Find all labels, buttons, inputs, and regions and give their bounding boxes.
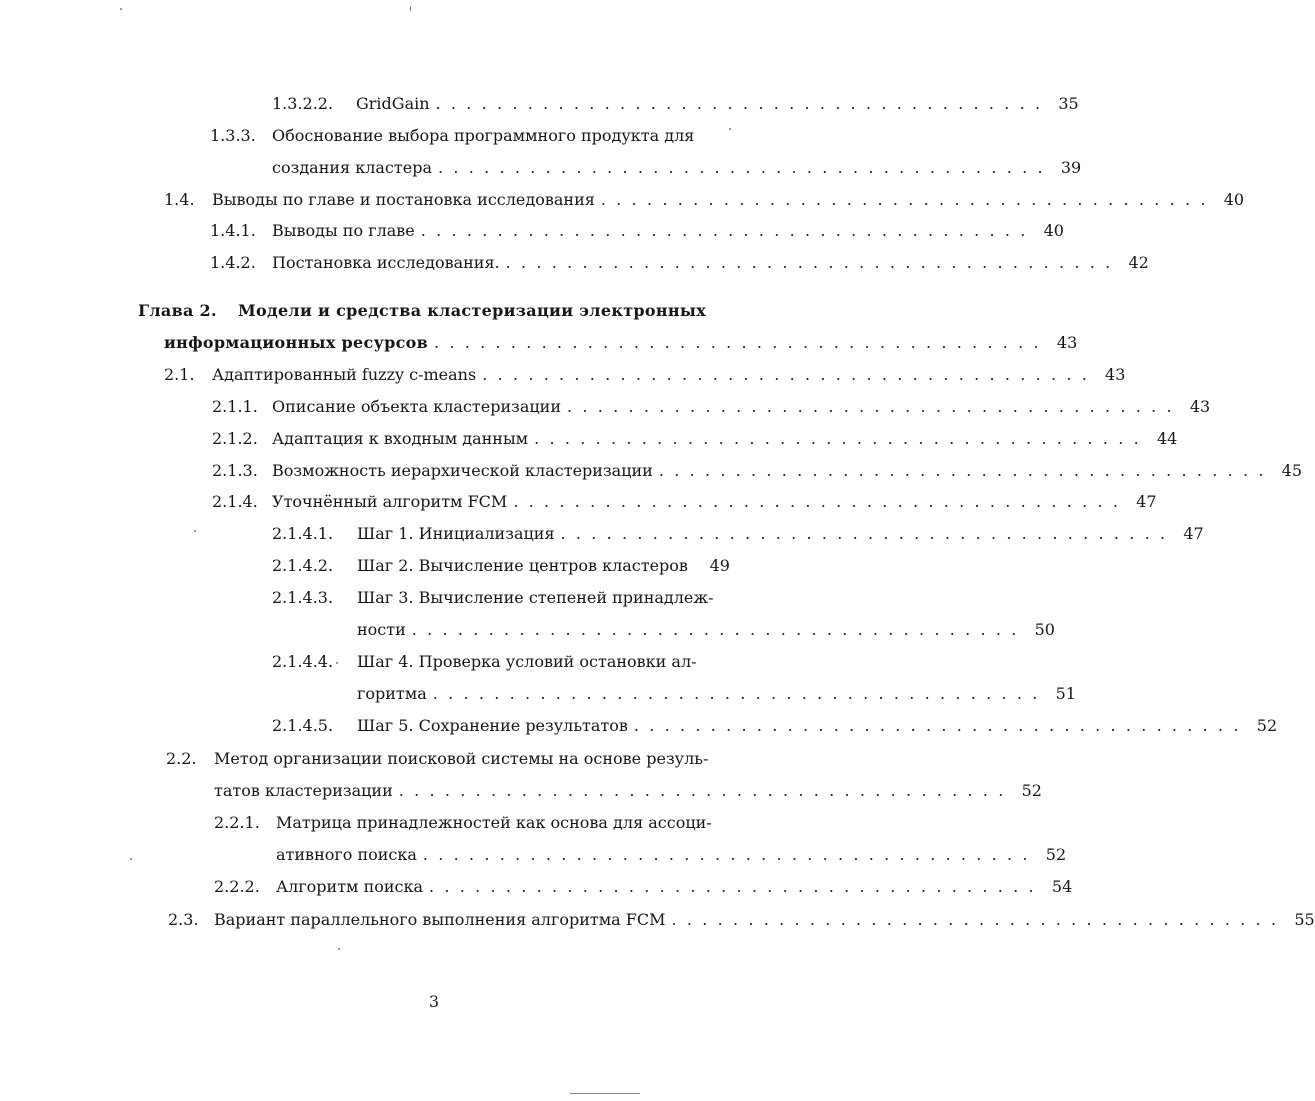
toc-entry-title: Шаг 4. Проверка условий остановки ал- xyxy=(357,652,697,671)
toc-entry xyxy=(0,90,1079,118)
toc-entry-title: Возможность иерархической кластеризации xyxy=(272,461,653,480)
toc-entry-number: 2.1.4.2. xyxy=(272,556,334,575)
dot-leader: . . . . . . . . . . . . . . . . . . . . . . . . . . . . . . . . . . . . . . . . xyxy=(567,397,1175,416)
toc-entry-number: 2.1.4.4. xyxy=(272,652,334,671)
toc-entry-title: Шаг 3. Вычисление степеней принадлеж- xyxy=(357,588,714,607)
toc-entry-title: Шаг 2. Вычисление центров кластеров xyxy=(357,556,688,575)
toc-entry-title-row xyxy=(357,712,1278,740)
toc-entry xyxy=(0,648,728,676)
toc-entry-title-row xyxy=(356,90,1079,118)
toc-entry-number: 1.4.2. xyxy=(210,253,256,272)
toc-entry-page: 52 xyxy=(1045,845,1067,864)
scan-edge-line xyxy=(570,1093,640,1094)
toc-entry-title-row xyxy=(214,777,1042,805)
toc-entry-title: Описание объекта кластеризации xyxy=(272,397,561,416)
toc-entry-title-row xyxy=(357,520,1204,548)
toc-entry xyxy=(0,616,1055,644)
toc-entry-number: 2.1.2. xyxy=(212,429,258,448)
dot-leader: . . . . . . . . . . . . . . . . . . . . . . . . . . . . . . . . . . . . . . . . xyxy=(560,524,1168,543)
toc-entry-page: 49 xyxy=(709,556,730,575)
toc-entry-number: 1.3.3. xyxy=(210,126,256,145)
toc-entry-title-row xyxy=(272,425,1178,453)
dot-leader: . . . . . . . . . . . . . . . . . . . . . . . . . . . . . . . . . . . . . . . . xyxy=(411,620,1019,639)
toc-entry-page: 47 xyxy=(1183,524,1204,543)
toc-entry-page: 42 xyxy=(1128,253,1149,272)
toc-entry-title: ности xyxy=(357,620,406,639)
toc-entry-page: 43 xyxy=(1105,365,1126,384)
toc-entry-title: Шаг 5. Сохранение результатов xyxy=(357,716,628,735)
toc-entry-number: 2.2.2. xyxy=(214,877,260,896)
toc-entry-title: Шаг 1. Инициализация xyxy=(357,524,555,543)
toc-entry-number: 2.2. xyxy=(166,749,197,768)
toc-entry-number: 2.1.4.3. xyxy=(272,588,334,607)
toc-entry-page: 52 xyxy=(1256,716,1278,735)
toc-chapter-title: информационных ресурсов xyxy=(164,333,429,352)
toc-entry-number: 2.1.3. xyxy=(212,461,258,480)
toc-entry-number: 1.4.1. xyxy=(210,221,256,240)
toc-entry-title: горитма xyxy=(357,684,427,703)
dot-leader: . . . . . . . . . . . . . . . . . . . . . . . . . . . . . . . . . . . . . . . . xyxy=(633,716,1242,735)
toc-entry-title-row xyxy=(272,122,728,150)
scan-speck xyxy=(729,128,731,130)
toc-entry xyxy=(0,906,1315,934)
toc-entry-title-row xyxy=(272,249,1149,277)
toc-entry-page: 40 xyxy=(1223,190,1245,209)
toc-entry-page: 44 xyxy=(1156,429,1178,448)
toc-entry-title-row xyxy=(276,873,1073,901)
toc-entry xyxy=(0,809,728,837)
dot-leader: . . . . . . . . . . . . . . . . . . . . . . . . . . . . . . . . . . . . . . . . xyxy=(420,221,1028,240)
toc-entry-page: 45 xyxy=(1281,461,1303,480)
toc-entry-title-row xyxy=(357,680,1076,708)
toc-entry-title: Выводы по главе и постановка исследования xyxy=(212,190,595,209)
toc-entry-title: Уточнённый алгоритм FCM xyxy=(272,492,508,511)
toc-entry-title: Адаптация к входным данным xyxy=(272,429,529,448)
toc-entry-title-row xyxy=(357,584,728,612)
scan-speck xyxy=(120,8,122,10)
toc-entry-title: создания кластера xyxy=(272,158,432,177)
scan-speck xyxy=(338,948,340,950)
toc-entry xyxy=(0,841,1067,869)
dot-leader: . . . . . . . . . . . . . . . . . . . . . . . . . . . . . . . . . . . . . . . . xyxy=(505,253,1113,272)
dot-leader: . . . . . . . . . . . . . . . . . . . . . . . . . . . . . . . . . . . . . . . . xyxy=(429,877,1037,896)
scan-speck xyxy=(336,662,338,664)
toc-entry-title: Обоснование выбора программного продукта для xyxy=(272,126,695,145)
toc-entry xyxy=(0,873,1073,901)
toc-entry-title-row xyxy=(272,154,1082,182)
toc-entry-title-row xyxy=(276,841,1067,869)
toc-entry-title: Метод организации поисковой системы на основе резуль- xyxy=(214,749,709,768)
toc-entry-number: 1.3.2.2. xyxy=(272,94,334,113)
toc-entry-page: 54 xyxy=(1051,877,1073,896)
toc-entry-title: Постановка исследования. xyxy=(272,253,500,272)
toc-entry-page: 47 xyxy=(1136,492,1157,511)
toc-entry-page: 43 xyxy=(1189,397,1211,416)
toc-entry xyxy=(0,712,1278,740)
toc-entry-title-row xyxy=(212,361,1126,389)
toc-entry xyxy=(0,680,1076,708)
toc-entry-title-row xyxy=(272,457,1303,485)
toc-entry-title-row xyxy=(272,488,1157,516)
dot-leader: . . . . . . . . . . . . . . . . . . . . . . . . . . . . . . . . . . . . . . . . xyxy=(435,94,1043,113)
dot-leader: . . . . . . . . . . . . . . . . . . . . . . . . . . . . . . . . . . . . . . . . xyxy=(432,684,1040,703)
toc-entry-number: 2.1.1. xyxy=(212,397,258,416)
toc-entry-title-row xyxy=(276,809,728,837)
toc-entry xyxy=(0,745,728,773)
toc-entry xyxy=(0,777,1042,805)
scan-speck xyxy=(410,6,411,11)
scan-speck xyxy=(130,858,132,860)
toc-entry-title: татов кластеризации xyxy=(214,781,393,800)
dot-leader: . . . . . . . . . . . . . . . . . . . . . . . . . . . . . . . . . . . . . . . . xyxy=(482,365,1090,384)
toc-entry-title: ативного поиска xyxy=(276,845,417,864)
toc-entry-title: Алгоритм поиска xyxy=(276,877,424,896)
toc-entry-title-row xyxy=(272,393,1211,421)
toc-chapter-number: Глава 2. xyxy=(138,301,217,320)
toc-entry-title-row xyxy=(357,552,728,580)
dot-leader: . . . . . . . . . . . . . . . . . . . . . . . . . . . . . . . . . . . . . . . . xyxy=(600,190,1209,209)
dot-leader: . . . . . . . . . . . . . . . . . . . . . . . . . . . . . . . . . . . . . . . . xyxy=(658,461,1267,480)
toc-entry xyxy=(0,249,1149,277)
toc-entry-page: 50 xyxy=(1034,620,1055,639)
toc-entry-title-row xyxy=(357,616,1055,644)
toc-entry xyxy=(0,393,1211,421)
toc-entry xyxy=(0,520,1204,548)
toc-entry-title-row xyxy=(164,329,1078,357)
dot-leader: . . . . . . . . . . . . . . . . . . . . . . . . . . . . . . . . . . . . . . . . xyxy=(422,845,1031,864)
toc-entry-title-row xyxy=(272,217,1064,245)
toc-entry xyxy=(0,361,1126,389)
dot-leader: . . . . . . . . . . . . . . . . . . . . . . . . . . . . . . . . . . . . . . . . xyxy=(671,910,1279,929)
toc-entry-number: 2.2.1. xyxy=(214,813,260,832)
toc-entry-page: 35 xyxy=(1058,94,1079,113)
toc-entry-page: 55 xyxy=(1294,910,1315,929)
page-number: 3 xyxy=(428,992,440,1011)
dot-leader: . . . . . . . . . . . . . . . . . . . . . . . . . . . . . . . . . . . . . . . . xyxy=(513,492,1121,511)
toc-entry-number: 2.3. xyxy=(168,910,199,929)
toc-entry-title-row xyxy=(238,297,728,325)
toc-entry xyxy=(0,154,1082,182)
scan-speck xyxy=(194,530,196,532)
toc-entry xyxy=(0,552,728,580)
toc-entry-page: 40 xyxy=(1043,221,1064,240)
toc-chapter-entry xyxy=(0,297,728,325)
toc-entry-title-row xyxy=(212,186,1245,214)
toc-entry-title: Адаптированный fuzzy c-means xyxy=(212,365,477,384)
toc-entry xyxy=(0,425,1178,453)
toc-entry-title-row xyxy=(357,648,728,676)
toc-entry-title: Вариант параллельного выполнения алгоритма FCM xyxy=(214,910,666,929)
toc-entry xyxy=(0,584,728,612)
toc-entry xyxy=(0,122,728,150)
toc-entry-page: 43 xyxy=(1056,333,1078,352)
toc-entry-number: 2.1.4.1. xyxy=(272,524,334,543)
dot-leader: . . . . . . . . . . . . . . . . . . . . . . . . . . . . . . . . . . . . . . . . xyxy=(437,158,1046,177)
toc-entry-page: 52 xyxy=(1021,781,1042,800)
toc-chapter-title: Модели и средства кластеризации электронных xyxy=(238,301,707,320)
toc-entry-title-row xyxy=(214,906,1315,934)
dot-leader: . . . . . . . . . . . . . . . . . . . . . . . . . . . . . . . . . . . . . . . . xyxy=(534,429,1142,448)
toc-entry-number: 1.4. xyxy=(164,190,195,209)
toc-entry-number: 2.1.4. xyxy=(212,492,258,511)
toc-entry xyxy=(0,488,1157,516)
toc-entry xyxy=(0,186,1245,214)
toc-entry-number: 2.1. xyxy=(164,365,195,384)
toc-entry-title: Матрица принадлежностей как основа для ассоци- xyxy=(276,813,712,832)
toc-entry-page: 39 xyxy=(1060,158,1082,177)
toc-entry xyxy=(0,217,1064,245)
toc-entry-title: GridGain xyxy=(356,94,430,113)
toc-entry xyxy=(0,457,1303,485)
toc-entry-page: 51 xyxy=(1055,684,1076,703)
toc-entry-title: Выводы по главе xyxy=(272,221,415,240)
toc-entry-title-row xyxy=(214,745,728,773)
toc-entry-number: 2.1.4.5. xyxy=(272,716,334,735)
toc-chapter-entry xyxy=(0,329,1078,357)
dot-leader: . . . . . . . . . . . . . . . . . . . . . . . . . . . . . . . . . . . . . . . . xyxy=(434,333,1042,352)
dot-leader: . . . . . . . . . . . . . . . . . . . . . . . . . . . . . . . . . . . . . . . . xyxy=(398,781,1006,800)
